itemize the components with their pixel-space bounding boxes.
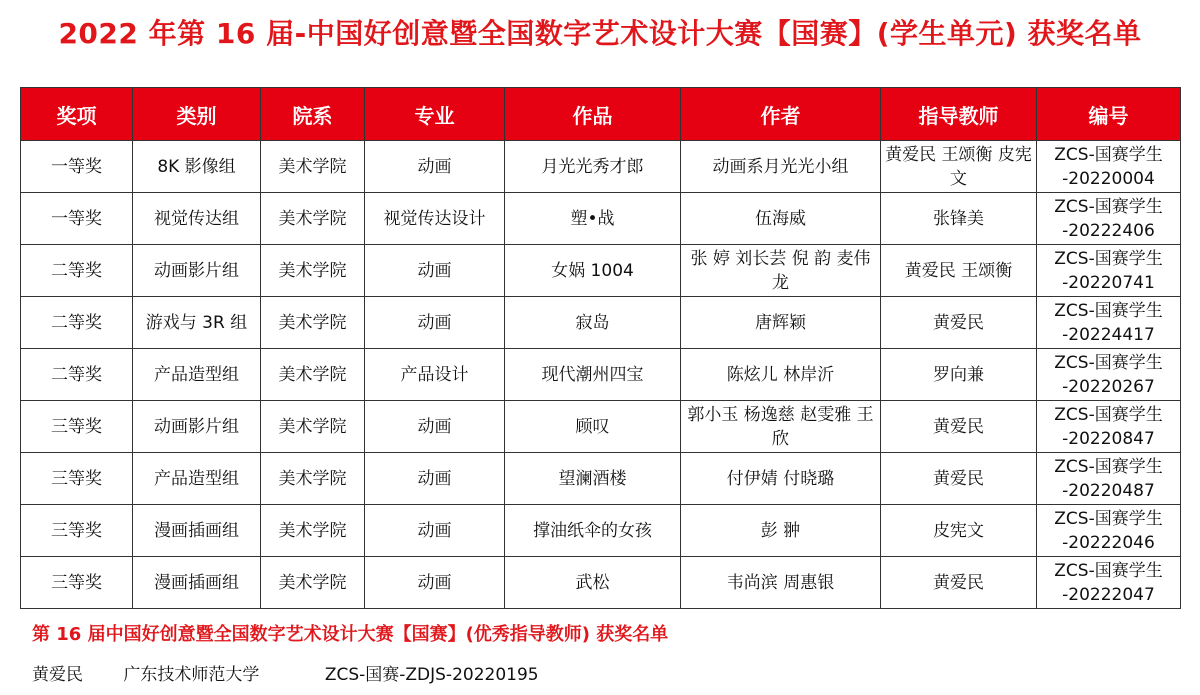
major-cell: 动画 [365, 297, 505, 349]
author-cell: 唐辉颖 [681, 297, 881, 349]
work-cell: 望澜酒楼 [505, 453, 681, 505]
author-cell: 伍海威 [681, 193, 881, 245]
author-cell: 张 婷 刘长芸 倪 韵 麦伟龙 [681, 245, 881, 297]
number-cell: ZCS-国赛学生 -20222406 [1037, 193, 1181, 245]
work-cell: 顾叹 [505, 401, 681, 453]
award-cell: 二等奖 [21, 245, 133, 297]
major-cell: 视觉传达设计 [365, 193, 505, 245]
category-cell: 漫画插画组 [133, 505, 261, 557]
award-cell: 三等奖 [21, 453, 133, 505]
advisor-cell: 黄爱民 王颂衡 [881, 245, 1037, 297]
number-cell: ZCS-国赛学生 -20220847 [1037, 401, 1181, 453]
major-cell: 动画 [365, 245, 505, 297]
award-cell: 三等奖 [21, 557, 133, 609]
table-header-row [21, 88, 1181, 141]
teacher-award-entry [32, 660, 539, 685]
number-cell: ZCS-国赛学生 -20220267 [1037, 349, 1181, 401]
table-row [21, 401, 1181, 453]
department-cell: 美术学院 [261, 193, 365, 245]
award-cell: 一等奖 [21, 141, 133, 193]
advisor-cell: 张锋美 [881, 193, 1037, 245]
teacher-name: 黄爱民 [32, 665, 83, 685]
category-cell: 产品造型组 [133, 349, 261, 401]
work-cell: 武松 [505, 557, 681, 609]
department-cell: 美术学院 [261, 141, 365, 193]
major-cell: 动画 [365, 557, 505, 609]
advisor-cell: 皮宪文 [881, 505, 1037, 557]
author-cell: 彭 翀 [681, 505, 881, 557]
author-cell: 付伊婧 付晓璐 [681, 453, 881, 505]
category-cell: 8K 影像组 [133, 141, 261, 193]
department-cell: 美术学院 [261, 505, 365, 557]
column-header-major: 专业 [365, 88, 505, 141]
department-cell: 美术学院 [261, 453, 365, 505]
work-cell: 撑油纸伞的女孩 [505, 505, 681, 557]
department-cell: 美术学院 [261, 349, 365, 401]
page-title: 2022 年第 16 届-中国好创意暨全国数字艺术设计大赛【国赛】(学生单元) 获奖名单 [58, 17, 1142, 50]
table-row [21, 297, 1181, 349]
author-cell: 陈炫儿 林岸沂 [681, 349, 881, 401]
number-cell: ZCS-国赛学生 -20220741 [1037, 245, 1181, 297]
teacher-award-code: ZCS-国赛-ZDJS-20220195 [324, 665, 539, 685]
award-cell: 二等奖 [21, 297, 133, 349]
major-cell: 动画 [365, 401, 505, 453]
column-header-number: 编号 [1037, 88, 1181, 141]
major-cell: 产品设计 [365, 349, 505, 401]
column-header-author: 作者 [681, 88, 881, 141]
work-cell: 女娲 1004 [505, 245, 681, 297]
department-cell: 美术学院 [261, 557, 365, 609]
award-cell: 三等奖 [21, 505, 133, 557]
column-header-department: 院系 [261, 88, 365, 141]
column-header-work: 作品 [505, 88, 681, 141]
department-cell: 美术学院 [261, 401, 365, 453]
department-cell: 美术学院 [261, 245, 365, 297]
advisor-cell: 黄爱民 [881, 401, 1037, 453]
table-row [21, 245, 1181, 297]
number-cell: ZCS-国赛学生 -20220004 [1037, 141, 1181, 193]
award-cell: 二等奖 [21, 349, 133, 401]
table-row [21, 141, 1181, 193]
work-cell: 寂岛 [505, 297, 681, 349]
award-cell: 一等奖 [21, 193, 133, 245]
column-header-advisor: 指导教师 [881, 88, 1037, 141]
category-cell: 动画影片组 [133, 401, 261, 453]
advisor-cell: 黄爱民 [881, 297, 1037, 349]
major-cell: 动画 [365, 453, 505, 505]
work-cell: 月光光秀才郎 [505, 141, 681, 193]
column-header-award: 奖项 [21, 88, 133, 141]
teacher-school: 广东技术师范大学 [123, 665, 260, 685]
major-cell: 动画 [365, 505, 505, 557]
number-cell: ZCS-国赛学生 -20220487 [1037, 453, 1181, 505]
number-cell: ZCS-国赛学生 -20224417 [1037, 297, 1181, 349]
column-header-category: 类别 [133, 88, 261, 141]
author-cell: 韦尚滨 周惠银 [681, 557, 881, 609]
table-row [21, 505, 1181, 557]
table-row [21, 453, 1181, 505]
department-cell: 美术学院 [261, 297, 365, 349]
work-cell: 塑•战 [505, 193, 681, 245]
table-row [21, 349, 1181, 401]
advisor-cell: 罗向兼 [881, 349, 1037, 401]
teacher-award-title: 第 16 届中国好创意暨全国数字艺术设计大赛【国赛】(优秀指导教师) 获奖名单 [32, 624, 669, 645]
table-row [21, 557, 1181, 609]
category-cell: 产品造型组 [133, 453, 261, 505]
advisor-cell: 黄爱民 王颂衡 皮宪文 [881, 141, 1037, 193]
awards-table [20, 87, 1181, 609]
category-cell: 动画影片组 [133, 245, 261, 297]
author-cell: 郭小玉 杨逸慈 赵雯雅 王 欣 [681, 401, 881, 453]
advisor-cell: 黄爱民 [881, 453, 1037, 505]
award-cell: 三等奖 [21, 401, 133, 453]
number-cell: ZCS-国赛学生 -20222047 [1037, 557, 1181, 609]
advisor-cell: 黄爱民 [881, 557, 1037, 609]
work-cell: 现代潮州四宝 [505, 349, 681, 401]
table-row [21, 193, 1181, 245]
category-cell: 游戏与 3R 组 [133, 297, 261, 349]
category-cell: 漫画插画组 [133, 557, 261, 609]
category-cell: 视觉传达组 [133, 193, 261, 245]
author-cell: 动画系月光光小组 [681, 141, 881, 193]
major-cell: 动画 [365, 141, 505, 193]
number-cell: ZCS-国赛学生 -20222046 [1037, 505, 1181, 557]
